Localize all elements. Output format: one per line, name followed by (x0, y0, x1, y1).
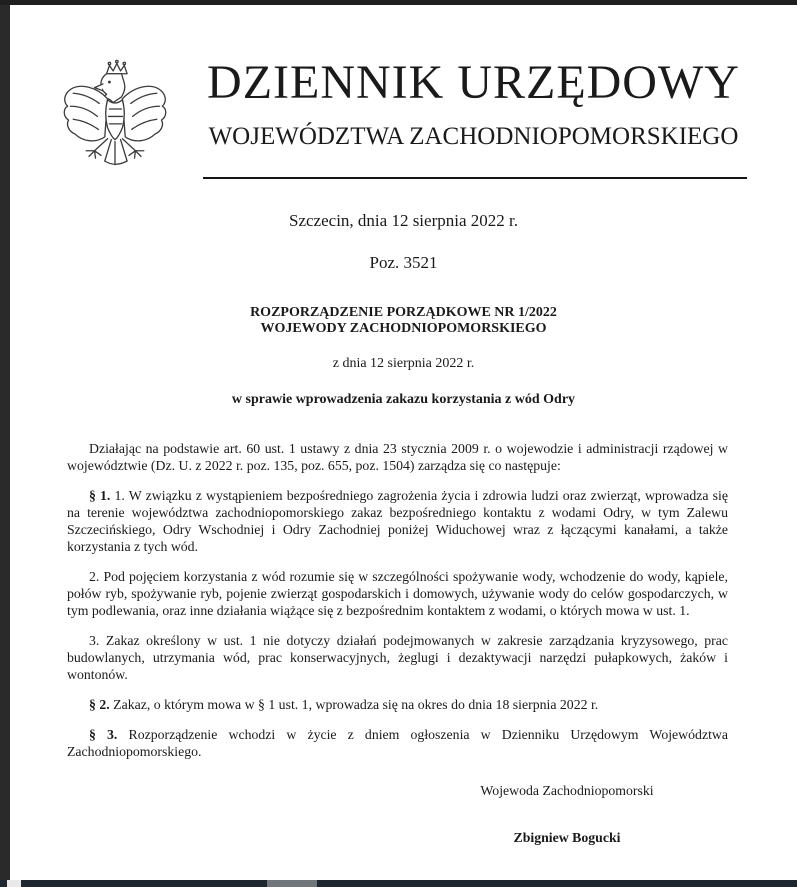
act-paragraph-2 (67, 568, 728, 619)
signature-name: Zbigniew Bogucki (513, 830, 621, 845)
window-frame-top-edge (0, 0, 797, 5)
paragraph-2-text: 2. Pod pojęciem korzystania z wód rozumie się w szczególności spożywanie wody, wchodzenie do wody, kąpiele, połów ryb, spożywanie ryb, pojenie zwierząt gospodarskich i domowych, używanie wody do celów gospodarczych, w tym podlewania, oraz inne działania wiążące się z bezpośrednim kontaktem z wodami, o których mowa w ust. 1. (67, 569, 728, 618)
position-number: Poz. 3521 (369, 253, 438, 272)
signature-title: Wojewoda Zachodniopomorski (480, 783, 654, 798)
coat-of-arms-eagle-icon (61, 57, 169, 187)
paragraph-5-text: Rozporządzenie wchodzi w życie z dniem ogłoszenia w Dzienniku Urzędowym Województwa Zachodniopomorskiego. (67, 727, 728, 759)
header-divider (203, 177, 747, 179)
paragraph-3-text: 3. Zakaz określony w ust. 1 nie dotyczy działań podejmowanych w zakresie zarządzania kryzysowego, prac budowlanych, utrzymania wód, prac konserwacyjnych, żeglugi i dezaktywacji narzędzi pułapkowych, żaków i wontonów. (67, 633, 728, 682)
bottom-edge-light-segment (7, 880, 21, 887)
signature-block (407, 783, 727, 846)
act-date-line: z dnia 12 sierpnia 2022 r. (332, 356, 475, 371)
journal-title: DZIENNIK URZĘDOWY (207, 56, 740, 109)
act-title (10, 305, 797, 337)
paragraph-4-text: Zakaz, o którym mowa w § 1 ust. 1, wprowadza się na okres do dnia 18 sierpnia 2022 r. (113, 697, 599, 712)
act-subject: w sprawie wprowadzenia zakazu korzystania z wód Odry (231, 392, 576, 407)
bottom-window-edge (0, 880, 797, 887)
place-date-line: Szczecin, dnia 12 sierpnia 2022 r. (289, 211, 518, 230)
act-paragraph-4 (67, 696, 728, 713)
act-paragraph-1 (67, 487, 728, 555)
paragraph-1-lead: § 1. (89, 488, 111, 503)
paragraph-5-lead: § 3. (89, 727, 118, 742)
paragraph-1-text: 1. W związku z wystąpieniem bezpośredniego zagrożenia życia i zdrowia ludzi oraz zwierząt, wprowadza się na terenie województwa zachodniopomorskiego zakaz bezpośredniego kontaktu z wodami Odry, w tym Zalewu Szczecińskiego, Odry Wschodniej i Odry Zachodniej poniżej Widuchowej wraz z łączącymi kanałami, a także korzystania z tych wód. (67, 488, 729, 554)
act-title-line1: ROZPORZĄDZENIE PORZĄDKOWE NR 1/2022 (250, 305, 557, 320)
journal-subtitle: WOJEWÓDZTWA ZACHODNIOPOMORSKIEGO (208, 123, 739, 150)
bottom-edge-gray-segment (267, 880, 317, 887)
act-preamble (67, 440, 728, 474)
act-title-line2: WOJEWODY ZACHODNIOPOMORSKIEGO (260, 321, 547, 336)
paragraph-4-lead: § 2. (89, 697, 110, 712)
act-body (67, 440, 728, 760)
window-frame-left-edge (0, 0, 10, 887)
act-paragraph-5 (67, 726, 728, 760)
act-preamble-text: Działając na podstawie art. 60 ust. 1 ustawy z dnia 23 stycznia 2009 r. o wojewodzie i administracji rządowej w województwie (Dz. U. z 2022 r. poz. 135, poz. 655, poz. 1504) zarządza się co następuje: (67, 441, 728, 473)
act-paragraph-3 (67, 632, 728, 683)
